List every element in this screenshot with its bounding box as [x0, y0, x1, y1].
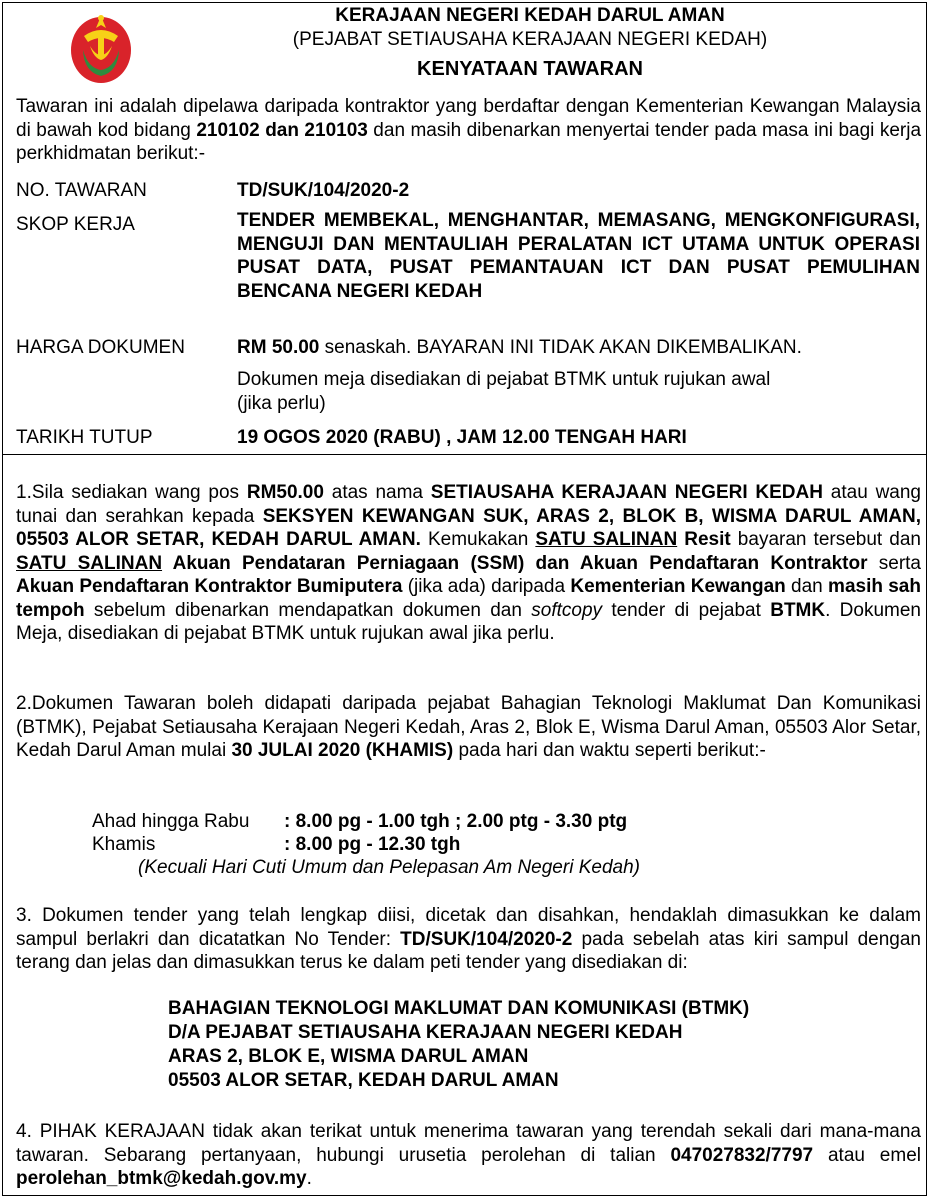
- kedah-state-crest-icon: [70, 6, 132, 84]
- scope-value: TENDER MEMBEKAL, MENGHANTAR, MEMASANG, MENGKONFIGURASI, MENGUJI DAN MENTAULIAH PERALATAN ICT UTAMA UNTUK OPERASI PUSAT DATA, PUSAT PEMANTAUAN ICT DAN PUSAT PEMULIHAN BENCANA NEGERI KEDAH: [237, 210, 920, 302]
- address-line-1: BAHAGIAN TEKNOLOGI MAKLUMAT DAN KOMUNIKASI (BTMK): [168, 998, 750, 1019]
- contact-phone: 047027832/7797: [670, 1144, 814, 1166]
- page-title: KENYATAAN TAWARAN: [417, 58, 643, 80]
- price-value: RM 50.00 senaskah. BAYARAN INI TIDAK AKAN DIKEMBALIKAN.: [237, 337, 802, 358]
- scope-label: SKOP KERJA: [16, 214, 135, 235]
- desk-document-note-2: (jika perlu): [237, 393, 326, 414]
- paragraph-4: 4. PIHAK KERAJAAN tidak akan terikat untuk menerima tawaran yang terendah sekali dari mana-mana tawaran. Sebarang pertanyaan, hubungi urusetia perolehan di talian 047027832/7797 atau emel perolehan_btmk@kedah.gov.my.: [16, 1121, 921, 1189]
- price-label: HARGA DOKUMEN: [16, 337, 185, 358]
- office-name: (PEJABAT SETIAUSAHA KERAJAAN NEGERI KEDAH): [292, 29, 768, 50]
- schedule-time-1: : 8.00 pg - 1.00 tgh ; 2.00 ptg - 3.30 ptg: [284, 811, 628, 832]
- tender-no-label: NO. TAWARAN: [16, 180, 147, 201]
- address-line-3: ARAS 2, BLOK E, WISMA DARUL AMAN: [168, 1046, 529, 1067]
- schedule-note: (Kecuali Hari Cuti Umum dan Pelepasan Am Negeri Kedah): [138, 857, 640, 878]
- closing-date-label: TARIKH TUTUP: [16, 427, 153, 448]
- address-line-2: D/A PEJABAT SETIAUSAHA KERAJAAN NEGERI KEDAH: [168, 1022, 683, 1043]
- schedule-time-2: : 8.00 pg - 12.30 tgh: [284, 834, 461, 855]
- intro-paragraph: Tawaran ini adalah dipelawa daripada kontraktor yang berdaftar dengan Kementerian Kewangan Malaysia di bawah kod bidang 210102 dan 210103 dan masih dibenarkan menyertai tender pada masa ini bagi kerja perkhidmatan berikut:-: [16, 96, 922, 164]
- desk-document-note: Dokumen meja disediakan di pejabat BTMK untuk rujukan awal: [237, 369, 771, 390]
- paragraph-2: 2.Dokumen Tawaran boleh didapati daripada pejabat Bahagian Teknologi Maklumat Dan Komunikasi (BTMK), Pejabat Setiausaha Kerajaan Negeri Kedah, Aras 2, Blok E, Wisma Darul Aman, 05503 Alor Setar, Kedah Darul Aman mulai 30 JULAI 2020 (KHAMIS) pada hari dan waktu seperti berikut:-: [16, 693, 921, 761]
- section-divider: [2, 454, 927, 455]
- closing-date-value: 19 OGOS 2020 (RABU) , JAM 12.00 TENGAH HARI: [237, 427, 687, 448]
- schedule-day-1: Ahad hingga Rabu: [92, 811, 250, 832]
- schedule-day-2: Khamis: [92, 834, 156, 855]
- government-name: KERAJAAN NEGERI KEDAH DARUL AMAN: [335, 5, 725, 26]
- paragraph-3: 3. Dokumen tender yang telah lengkap diisi, dicetak dan disahkan, hendaklah dimasukkan ke dalam sampul berlakri dan dicatatkan No Tender: TD/SUK/104/2020-2 pada sebelah atas kiri sampul dengan terang dan jelas dan dimasukkan terus ke dalam peti tender yang disediakan di:: [16, 905, 921, 973]
- tender-no-value: TD/SUK/104/2020-2: [237, 180, 410, 201]
- paragraph-1: 1.Sila sediakan wang pos RM50.00 atas nama SETIAUSAHA KERAJAAN NEGERI KEDAH atau wang tunai dan serahkan kepada SEKSYEN KEWANGAN SUK, ARAS 2, BLOK B, WISMA DARUL AMAN, 05503 ALOR SETAR, KEDAH DARUL AMAN. Kemukakan SATU SALINAN Resit bayaran tersebut dan SATU SALINAN Akuan Pendataran Perniagaan (SSM) dan Akuan Pendaftaran Kontraktor serta Akuan Pendaftaran Kontraktor Bumiputera (jika ada) daripada Kementerian Kewangan dan masih sah tempoh sebelum dibenarkan mendapatkan dokumen dan softcopy tender di pejabat BTMK. Dokumen Meja, disediakan di pejabat BTMK untuk rujukan awal jika perlu.: [16, 482, 922, 644]
- address-line-4: 05503 ALOR SETAR, KEDAH DARUL AMAN: [168, 1070, 559, 1091]
- contact-email[interactable]: perolehan_btmk@kedah.gov.my: [16, 1168, 307, 1189]
